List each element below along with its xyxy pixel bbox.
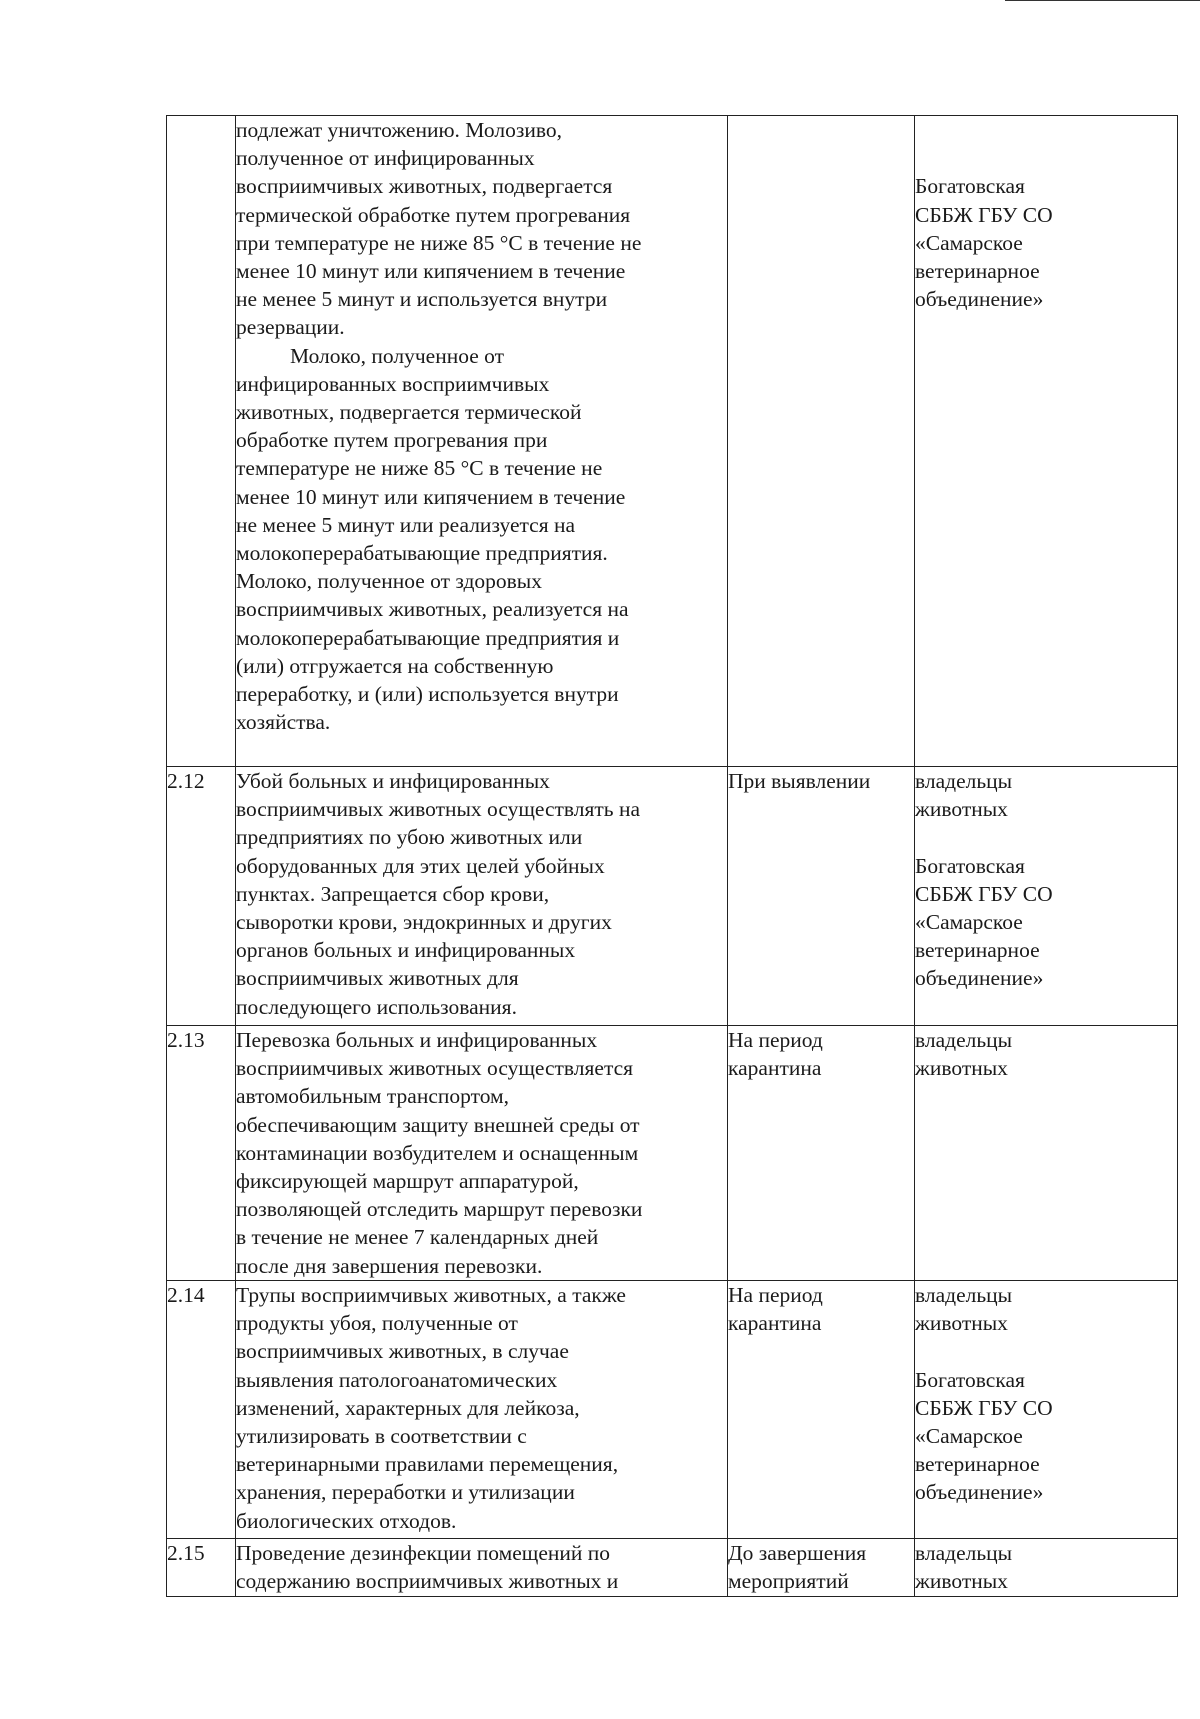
measure-paragraph-milk (236, 342, 727, 737)
text-line: в течение не менее 7 календарных дней (236, 1225, 599, 1250)
text-line: менее 10 минут или кипячением в течение (236, 259, 626, 284)
responsible-line: владельцы (915, 769, 1013, 793)
responsible-line: объединение» (915, 1480, 1044, 1505)
responsible-line: Богатовская (915, 174, 1025, 199)
responsible-line: СББЖ ГБУ СО (915, 1395, 1053, 1420)
row-number-cell: 2.12 (167, 767, 236, 1026)
responsible-line: объединение» (915, 287, 1044, 312)
spacer (915, 1337, 1177, 1365)
row-number-cell (167, 116, 236, 767)
responsible-line: владельцы (915, 1028, 1013, 1052)
period-line: На период (728, 1028, 823, 1052)
responsible-line: ветеринарное (915, 938, 1040, 963)
period-line: карантина (728, 1056, 822, 1081)
text-line: контаминации возбудителем и оснащенным (236, 1140, 639, 1165)
text-line: фиксирующей маршрут аппаратурой, (236, 1169, 579, 1194)
text-line: инфицированных восприимчивых (236, 371, 550, 396)
row-number-cell: 2.13 (167, 1026, 236, 1281)
period-line: На период (728, 1283, 823, 1307)
text-line: восприимчивых животных осуществляется (236, 1056, 634, 1081)
text-line: обеспечивающим защиту внешней среды от (236, 1112, 640, 1137)
measure-text-cell (236, 116, 728, 767)
spacer (915, 144, 1177, 172)
period-cell (728, 116, 915, 767)
text-line: Проведение дезинфекции помещений по (236, 1541, 611, 1565)
measure-text-cell (236, 1281, 728, 1539)
responsible-line: животных (915, 1569, 1008, 1594)
text-line: ветеринарными правилами перемещения, (236, 1452, 619, 1477)
responsible-line: СББЖ ГБУ СО (915, 881, 1053, 906)
measure-paragraph-colostrum (236, 116, 727, 342)
responsible-line: животных (915, 1311, 1008, 1336)
text-line: органов больных и инфицированных (236, 938, 576, 963)
period-line: До завершения (728, 1541, 867, 1565)
text-line: восприимчивых животных, подвергается (236, 174, 613, 199)
text-line: Молоко, полученное от (290, 343, 504, 368)
period-cell (728, 1281, 915, 1539)
text-line: последующего использования. (236, 994, 517, 1019)
top-edge-line (1005, 0, 1200, 1)
text-line: продукты убоя, полученные от (236, 1311, 518, 1336)
measure-text-cell (236, 767, 728, 1026)
responsible-cell (915, 1539, 1178, 1597)
text-line: предприятиях по убою животных или (236, 825, 583, 850)
text-line: при температуре не ниже 85 °С в течение не (236, 230, 642, 255)
table-row-2-14 (167, 1281, 1178, 1539)
text-line: не менее 5 минут или реализуется на (236, 512, 576, 537)
text-line: биологических отходов. (236, 1508, 457, 1533)
text-line: (или) отгружается на собственную (236, 653, 554, 678)
text-line: температуре не ниже 85 °С в течение не (236, 456, 603, 481)
period-line: карантина (728, 1311, 822, 1336)
measure-text-cell (236, 1539, 728, 1597)
responsible-cell (915, 767, 1178, 1026)
text-line: после дня завершения перевозки. (236, 1253, 543, 1278)
responsible-line: Богатовская (915, 853, 1025, 878)
responsible-cell (915, 1281, 1178, 1539)
responsible-line: животных (915, 797, 1008, 822)
text-line: менее 10 минут или кипячением в течение (236, 484, 626, 509)
text-line: позволяющей отследить маршрут перевозки (236, 1197, 643, 1222)
spacer (915, 116, 1177, 144)
period-cell (728, 1026, 915, 1281)
responsible-line: объединение» (915, 966, 1044, 991)
text-line: молокоперерабатывающие предприятия. (236, 541, 608, 566)
text-line: Убой больных и инфицированных (236, 769, 550, 793)
text-line: изменений, характерных для лейкоза, (236, 1395, 580, 1420)
text-line: автомобильным транспортом, (236, 1084, 510, 1109)
measure-text-cell (236, 1026, 728, 1281)
responsible-line: ветеринарное (915, 258, 1040, 283)
responsible-cell (915, 116, 1178, 767)
text-line: хранения, переработки и утилизации (236, 1480, 575, 1505)
text-line: животных, подвергается термической (236, 400, 582, 425)
responsible-cell (915, 1026, 1178, 1281)
text-line: восприимчивых животных для (236, 966, 519, 991)
measures-table (166, 115, 1178, 1597)
responsible-line: животных (915, 1056, 1008, 1081)
responsible-line: ветеринарное (915, 1452, 1040, 1477)
period-line: При выявлении (728, 769, 871, 793)
text-line: содержанию восприимчивых животных и (236, 1569, 619, 1594)
text-line: переработку, и (или) используется внутри (236, 682, 619, 707)
text-line: Трупы восприимчивых животных, а также (236, 1283, 626, 1307)
text-line: выявления патологоанатомических (236, 1367, 558, 1392)
text-line: восприимчивых животных, реализуется на (236, 597, 629, 622)
text-line: восприимчивых животных осуществлять на (236, 797, 641, 822)
period-line: мероприятий (728, 1569, 849, 1594)
text-line: утилизировать в соответствии с (236, 1424, 527, 1449)
responsible-line: владельцы (915, 1541, 1013, 1565)
row-number-cell: 2.15 (167, 1539, 236, 1597)
responsible-line: владельцы (915, 1283, 1013, 1307)
period-cell (728, 767, 915, 1026)
table-row-2-13 (167, 1026, 1178, 1281)
text-line: оборудованных для этих целей убойных (236, 853, 605, 878)
responsible-line: «Самарское (915, 910, 1023, 934)
table-row-continuation (167, 116, 1178, 767)
text-line: не менее 5 минут и используется внутри (236, 287, 608, 312)
responsible-line: «Самарское (915, 1424, 1023, 1448)
text-line: Молоко, полученное от здоровых (236, 569, 543, 594)
text-line: хозяйства. (236, 710, 331, 735)
period-cell (728, 1539, 915, 1597)
responsible-line: «Самарское (915, 230, 1023, 255)
text-line: резервации. (236, 315, 345, 340)
spacer (915, 823, 1177, 851)
text-line: термической обработке путем прогревания (236, 202, 631, 227)
text-line: полученное от инфицированных (236, 146, 535, 171)
text-line: подлежат уничтожению. Молозиво, (236, 118, 562, 142)
text-line: пунктах. Запрещается сбор крови, (236, 881, 550, 906)
text-line: обработке путем прогревания при (236, 428, 548, 453)
responsible-line: Богатовская (915, 1367, 1025, 1392)
text-line: сыворотки крови, эндокринных и других (236, 910, 612, 935)
responsible-line: СББЖ ГБУ СО (915, 202, 1053, 227)
table-row-2-12 (167, 767, 1178, 1026)
table-row-2-15 (167, 1539, 1178, 1597)
text-line: восприимчивых животных, в случае (236, 1339, 569, 1364)
text-line: молокоперерабатывающие предприятия и (236, 625, 620, 650)
row-number-cell: 2.14 (167, 1281, 236, 1539)
text-line: Перевозка больных и инфицированных (236, 1028, 598, 1052)
